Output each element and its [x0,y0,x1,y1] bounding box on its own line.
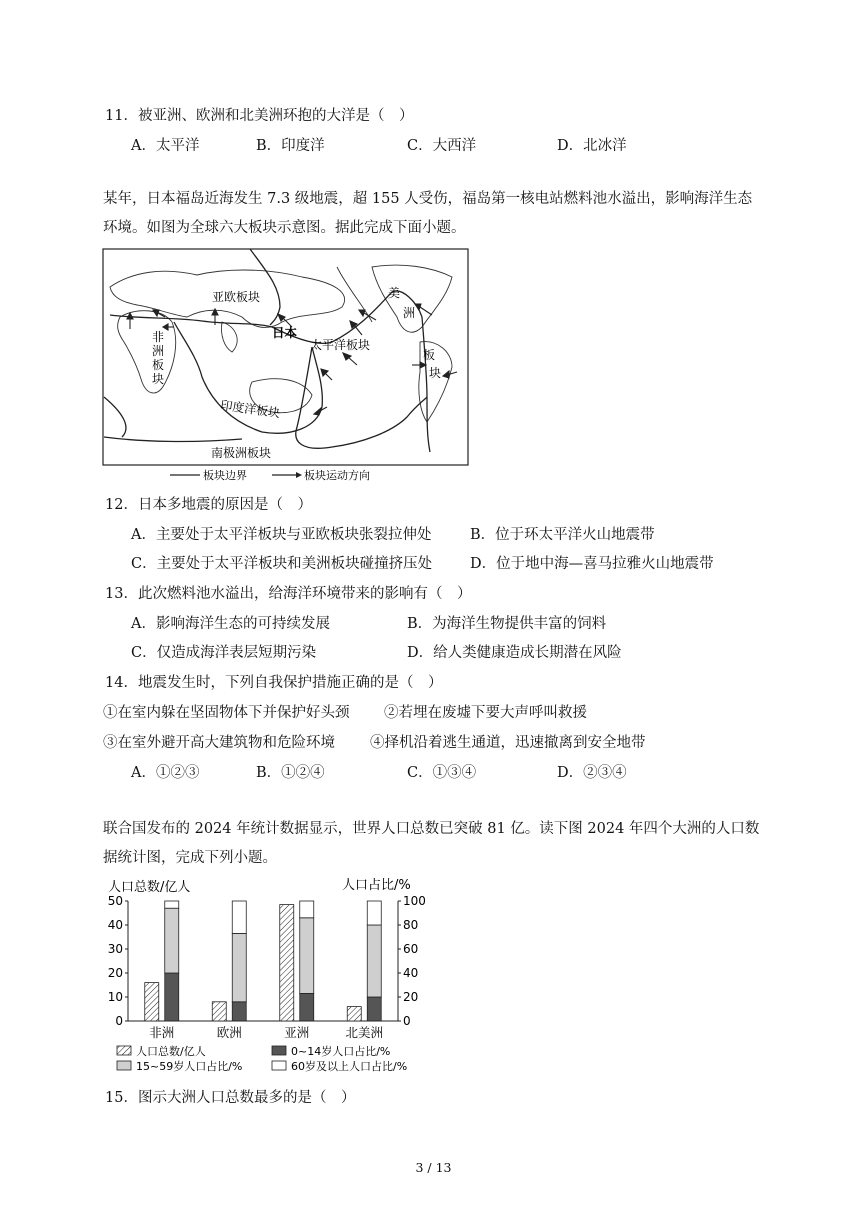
label-africa-4: 块 [152,372,165,386]
q14-option-d: D．②③④ [557,765,627,781]
legend-label-old: 60岁及以上人口占比/% [291,1060,408,1073]
right-tick-label: 0 [403,1014,411,1028]
label-africa-1: 非 [152,330,165,344]
category-label: 北美洲 [345,1025,384,1040]
right-tick-label: 20 [403,990,419,1004]
right-tick-label: 60 [403,942,419,956]
category-label: 欧洲 [216,1025,242,1040]
population-chart [100,873,430,1078]
left-tick-label: 10 [107,990,123,1004]
bar-old [165,901,179,908]
q13-option-c: C．仅造成海洋表层短期污染 [131,645,317,661]
left-tick-label: 50 [107,894,123,908]
q14-stem: 14．地震发生时，下列自我保护措施正确的是（ ） [105,675,443,691]
label-america-1: 美 [388,286,401,300]
q14-option-a: A．①②③ [131,765,200,781]
label-pacific-plate: 太平洋板块 [310,338,371,352]
page-number: 3 / 13 [415,1160,452,1175]
plate-map [102,247,470,483]
right-axis-title: 人口占比/% [342,878,411,893]
q14-option-c: C．①③④ [407,765,477,781]
bar-young [367,997,381,1021]
right-tick-label: 80 [403,918,419,932]
label-africa-3: 板 [152,358,165,372]
left-tick-label: 0 [115,1014,123,1028]
bar-total-population [212,1002,226,1021]
left-tick-label: 40 [107,918,123,932]
q13-option-a: A．影响海洋生态的可持续发展 [131,616,330,632]
label-japan: 日本 [272,325,298,340]
q15-stem: 15．图示大洲人口总数最多的是（ ） [105,1090,356,1106]
q11-option-d: D．北冰洋 [557,138,627,154]
label-indian-plate: 印度洋板块 [219,398,281,421]
label-africa-2: 洲 [152,344,165,358]
label-antarctic-plate: 南极洲板块 [211,446,272,460]
bar-total-population [280,905,294,1021]
label-america-4: 块 [429,366,442,380]
legend-boundary-label: 板块边界 [203,469,247,482]
q14-item-3: ③在室外避开高大建筑物和危险环境 [103,735,335,751]
category-label: 非洲 [149,1025,175,1040]
q11-option-b: B．印度洋 [256,138,325,154]
label-america-3: 板 [423,348,436,362]
q13-option-b: B．为海洋生物提供丰富的饲料 [407,616,607,632]
bar-old [232,901,246,933]
legend-arrow-icon [296,472,302,478]
legend-direction-label: 板块运动方向 [304,469,370,482]
legend-label-young: 0~14岁人口占比/% [291,1045,391,1058]
q12-option-a: A．主要处于太平洋板块与亚欧板块张裂拉伸处 [131,527,432,543]
bar-old [367,901,381,925]
legend-swatch-total [117,1046,131,1055]
q11-option-c: C．大西洋 [407,138,477,154]
legend-label-middle: 15~59岁人口占比/% [136,1060,243,1073]
label-america-2: 洲 [403,306,416,320]
q14-item-4: ④择机沿着逃生通道，迅速撤离到安全地带 [370,735,646,751]
bar-middle [232,933,246,1001]
bar-young [300,993,314,1021]
left-axis-title: 人口总数/亿人 [108,880,191,895]
legend-swatch-middle [117,1061,131,1070]
label-eurasia-plate: 亚欧板块 [212,290,261,304]
passage-population: 联合国发布的 2024 年统计数据显示，世界人口总数已突破 81 亿。读下图 2024 年四个大洲的人口数据统计图，完成下列小题。 [103,821,760,866]
q11-stem: 11．被亚洲、欧洲和北美洲环抱的大洋是（ ） [105,108,414,124]
q14-option-b: B．①②④ [256,765,325,781]
right-tick-label: 40 [403,966,419,980]
q13-stem: 13．此次燃料池水溢出，给海洋环境带来的影响有（ ） [105,586,472,602]
q14-item-1: ①在室内躲在坚固物体下并保护好头颈 [103,705,350,721]
q14-item-2: ②若埋在废墟下要大声呼叫救援 [384,705,587,721]
legend-swatch-old [272,1061,286,1070]
bar-total-population [145,983,159,1021]
right-tick-label: 100 [403,894,426,908]
bar-old [300,901,314,918]
legend-label-total: 人口总数/亿人 [136,1045,206,1058]
left-tick-label: 30 [107,942,123,956]
q12-option-b: B．位于环太平洋火山地震带 [470,527,655,543]
q12-option-c: C．主要处于太平洋板块和美洲板块碰撞挤压处 [131,556,433,572]
passage-earthquake: 某年，日本福岛近海发生 7.3 级地震，超 155 人受伤，福岛第一核电站燃料池水溢出，影响海洋生态环境。如图为全球六大板块示意图。据此完成下面小题。 [103,191,753,236]
q12-stem: 12．日本多地震的原因是（ ） [105,497,312,513]
bar-young [232,1002,246,1021]
left-tick-label: 20 [107,966,123,980]
bar-middle [367,925,381,997]
legend-swatch-young [272,1046,286,1055]
q12-option-d: D．位于地中海—喜马拉雅火山地震带 [470,556,714,572]
bar-total-population [347,1007,361,1021]
category-label: 亚洲 [284,1025,310,1040]
bar-middle [165,908,179,973]
bar-young [165,973,179,1021]
q13-option-d: D．给人类健康造成长期潜在风险 [407,645,622,661]
bar-middle [300,918,314,994]
q11-option-a: A．太平洋 [131,138,200,154]
